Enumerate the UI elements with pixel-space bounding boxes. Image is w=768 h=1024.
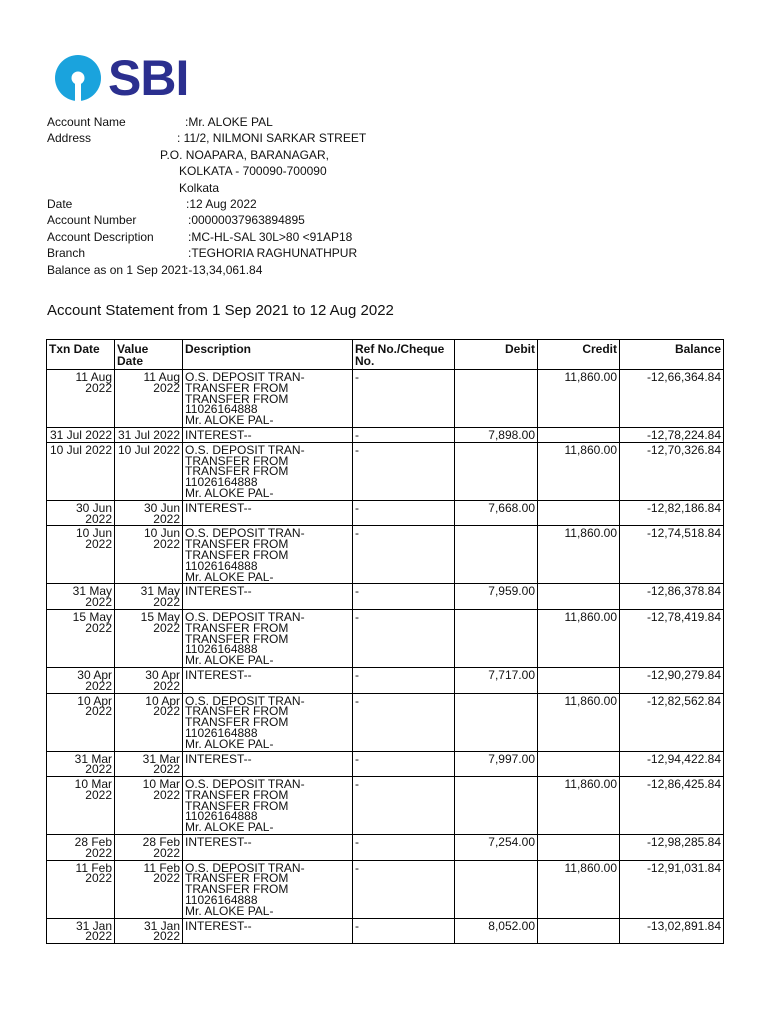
credit-cell: 11,860.00 [538,777,620,835]
txn-date-cell-line: 10 Jun [75,526,112,541]
value-date-cell-line: 2022 [153,511,180,526]
description-cell-line: O.S. DEPOSIT TRAN- [185,609,305,624]
txn-date-cell-line: 10 Jul 2022 [49,442,112,457]
credit-cell [538,751,620,777]
debit-cell: 7,717.00 [455,667,538,693]
credit-cell: 11,860.00 [538,693,620,751]
ref-cell: - [353,835,455,861]
ref-cell: - [353,860,455,918]
ref-cell: - [353,693,455,751]
description-cell-line: O.S. DEPOSIT TRAN- [185,777,305,792]
txn-date-cell-line: 2022 [85,845,112,860]
value-date-cell [115,777,183,835]
description-cell-line: TRANSFER FROM [185,537,289,552]
table-row [47,526,724,584]
debit-cell [455,609,538,667]
txn-date-cell [47,370,115,428]
txn-date-cell [47,609,115,667]
description-cell-line: TRANSFER FROM [185,631,289,646]
value-date-cell [115,500,183,526]
date-value: :12 Aug 2022 [186,196,257,211]
table-row [47,918,724,944]
value-date-cell [115,526,183,584]
txn-date-cell [47,526,115,584]
credit-cell [538,500,620,526]
table-header-row [47,340,724,370]
description-cell [183,370,353,428]
balance-cell: -12,70,326.84 [620,442,724,500]
description-cell-line: O.S. DEPOSIT TRAN- [185,693,305,708]
account-number-label: Account Number [47,213,137,228]
value-date-cell-line: 10 Apr [145,693,180,708]
txn-date-cell-line: 10 Apr [77,693,112,708]
txn-date-cell [47,693,115,751]
ref-cell: - [353,918,455,944]
value-date-cell [115,609,183,667]
value-date-cell [115,860,183,918]
description-cell [183,860,353,918]
address-line-1: : 11/2, NILMONI SARKAR STREET [177,131,367,146]
description-cell-line: TRANSFER FROM [185,798,289,813]
txn-date-cell-line: 30 Jun [75,500,112,515]
debit-cell [455,860,538,918]
description-cell-line: TRANSFER FROM [185,787,289,802]
description-cell-line: Mr. ALOKE PAL- [185,569,274,584]
description-cell-line: O.S. DEPOSIT TRAN- [185,860,305,875]
date-label: Date [47,196,73,211]
txn-date-cell [47,584,115,610]
description-cell-line: INTEREST-- [185,751,252,766]
description-cell-line: Mr. ALOKE PAL- [185,485,274,500]
txn-date-cell [47,835,115,861]
ref-cell: - [353,777,455,835]
description-cell-line: INTEREST-- [185,667,252,682]
ref-cell: - [353,370,455,428]
ref-cell: - [353,667,455,693]
debit-cell: 7,668.00 [455,500,538,526]
date-row [47,196,547,212]
txn-date-cell-line: 31 Jan [75,918,112,933]
description-cell-line: TRANSFER FROM [185,464,289,479]
debit-cell [455,526,538,584]
address-line-2: P.O. NOAPARA, BARANAGAR, [160,147,329,162]
statement-title: Account Statement from 1 Sep 2021 to 12 Aug 2022 [47,302,394,319]
value-date-cell-line: 30 Apr [145,667,180,682]
description-cell-line: O.S. DEPOSIT TRAN- [185,370,305,384]
description-cell-line: Mr. ALOKE PAL- [185,413,274,428]
value-date-cell [115,835,183,861]
statement-table [46,339,724,944]
txn-date-cell [47,751,115,777]
debit-cell [455,442,538,500]
ref-cell: - [353,609,455,667]
txn-date-cell-line: 30 Apr [77,667,112,682]
value-date-cell-line: 10 Mar [142,777,180,792]
txn-date-cell [47,427,115,442]
description-cell-line: Mr. ALOKE PAL- [185,820,274,835]
description-cell-line: INTEREST-- [185,500,252,515]
description-cell-line: TRANSFER FROM [185,871,289,886]
txn-date-cell-line: 11 Feb [75,860,112,875]
value-date-cell-line: 2022 [153,595,180,610]
txn-date-cell-line: 28 Feb [74,835,112,850]
table-row [47,693,724,751]
value-date-cell [115,918,183,944]
value-date-cell-line: 10 Jul 2022 [117,442,180,457]
txn-date-cell-line: 2022 [85,595,112,610]
header-value-date [115,340,183,370]
txn-date-cell-line: 11 Aug [75,370,112,384]
description-cell-line: 11026164888 [185,402,258,417]
debit-cell [455,693,538,751]
value-date-cell-line: 31 May [140,584,180,599]
description-cell-line: 11026164888 [185,475,258,490]
description-cell-line: TRANSFER FROM [185,715,289,730]
description-cell-line: Mr. ALOKE PAL- [185,736,274,751]
value-date-cell [115,667,183,693]
txn-date-cell-line: 2022 [85,871,112,886]
credit-cell: 11,860.00 [538,860,620,918]
debit-cell: 8,052.00 [455,918,538,944]
table-row [47,667,724,693]
balance-label: Balance as on 1 Sep 2021 [47,262,188,277]
balance-cell: -13,02,891.84 [620,918,724,944]
account-description-label: Account Description [47,229,154,244]
credit-cell [538,584,620,610]
table-row [47,370,724,428]
sbi-keyhole-icon [54,54,102,102]
header-ref-line-1: Ref No./Cheque [355,342,445,356]
credit-cell: 11,860.00 [538,370,620,428]
description-cell-line: Mr. ALOKE PAL- [185,903,274,918]
credit-cell: 11,860.00 [538,526,620,584]
table-body [47,370,724,944]
txn-date-cell-line: 10 Mar [74,777,112,792]
ref-cell: - [353,526,455,584]
header-txn-date: Txn Date [47,340,115,370]
description-cell-line: O.S. DEPOSIT TRAN- [185,442,305,457]
debit-cell [455,370,538,428]
account-name-value: :Mr. ALOKE PAL [185,115,273,129]
description-cell [183,442,353,500]
balance-cell: -12,66,364.84 [620,370,724,428]
branch-label: Branch [47,246,86,261]
description-cell-line: TRANSFER FROM [185,453,289,468]
balance-cell: -12,91,031.84 [620,860,724,918]
description-cell-line: TRANSFER FROM [185,620,289,635]
value-date-cell-line: 28 Feb [142,835,180,850]
description-cell [183,667,353,693]
table-row [47,442,724,500]
credit-cell [538,835,620,861]
header-value-date-line-1: Value [117,342,149,356]
ref-cell: - [353,500,455,526]
credit-cell: 11,860.00 [538,442,620,500]
value-date-cell-line: 2022 [153,787,180,802]
value-date-cell-line: 15 May [140,609,180,624]
value-date-cell-line: 2022 [153,537,180,552]
account-name-label: Account Name [47,115,126,129]
debit-cell: 7,959.00 [455,584,538,610]
balance-cell: -12,86,378.84 [620,584,724,610]
txn-date-cell-line: 2022 [85,704,112,719]
value-date-cell-line: 11 Feb [143,860,180,875]
debit-cell: 7,898.00 [455,427,538,442]
ref-cell: - [353,584,455,610]
balance-cell: -12,74,518.84 [620,526,724,584]
address-label: Address [47,131,92,146]
description-cell-line: 11026164888 [185,725,258,740]
balance-cell: -12,82,186.84 [620,500,724,526]
credit-cell: 11,860.00 [538,609,620,667]
txn-date-cell-line: 2022 [85,537,112,552]
txn-date-cell [47,777,115,835]
balance-cell: -12,98,285.84 [620,835,724,861]
value-date-cell-line: 2022 [153,678,180,693]
balance-cell: -12,94,422.84 [620,751,724,777]
value-date-cell-line: 10 Jun [143,526,180,541]
description-cell [183,835,353,861]
description-cell-line: 11026164888 [185,893,258,908]
credit-cell [538,918,620,944]
description-cell-line: TRANSFER FROM [185,882,289,897]
value-date-cell-line: 2022 [153,929,180,944]
description-cell-line: TRANSFER FROM [185,391,289,406]
description-cell-line: INTEREST-- [185,918,252,933]
account-name-row [47,114,547,130]
value-date-cell [115,693,183,751]
table-row [47,427,724,442]
txn-date-cell [47,500,115,526]
txn-date-cell-line: 2022 [85,511,112,526]
sbi-logo [54,52,214,104]
txn-date-cell [47,667,115,693]
value-date-cell [115,370,183,428]
txn-date-cell-line: 31 May [72,584,112,599]
branch-value: :TEGHORIA RAGHUNATHPUR [188,246,358,261]
ref-cell: - [353,442,455,500]
txn-date-cell [47,860,115,918]
address-row-3 [47,163,547,179]
description-cell [183,693,353,751]
address-row [47,130,547,146]
value-date-cell-line: 2022 [153,845,180,860]
description-cell-line: 11026164888 [185,558,258,573]
description-cell-line: INTEREST-- [185,427,252,442]
txn-date-cell-line: 2022 [85,762,112,777]
description-cell-line: INTEREST-- [185,584,252,599]
balance-row [47,262,547,278]
header-ref-line-2: No. [355,354,375,368]
txn-date-cell-line: 2022 [85,929,112,944]
debit-cell: 7,254.00 [455,835,538,861]
value-date-cell [115,442,183,500]
description-cell-line: 11026164888 [185,642,258,657]
header-description: Description [183,340,353,370]
address-line-3: KOLKATA - 700090-700090 [179,164,327,179]
table-row [47,860,724,918]
value-date-cell-line: 2022 [153,620,180,635]
value-date-cell [115,584,183,610]
table-row [47,500,724,526]
value-date-cell-line: 2022 [153,871,180,886]
balance-cell: -12,90,279.84 [620,667,724,693]
value-date-cell-line: 31 Jul 2022 [117,427,180,442]
value-date-cell [115,427,183,442]
description-cell [183,609,353,667]
txn-date-cell-line: 2022 [85,678,112,693]
txn-date-cell-line: 31 Mar [74,751,112,766]
debit-cell [455,777,538,835]
description-cell [183,584,353,610]
ref-cell: - [353,427,455,442]
txn-date-cell-line: 2022 [85,380,112,395]
table-row [47,777,724,835]
description-cell [183,777,353,835]
description-cell-line: 11026164888 [185,809,258,824]
address-row-4 [47,180,547,196]
value-date-cell-line: 2022 [153,704,180,719]
txn-date-cell [47,918,115,944]
header-debit: Debit [455,340,538,370]
header-balance: Balance [620,340,724,370]
txn-date-cell-line: 2022 [85,620,112,635]
header-ref [353,340,455,370]
account-description-value: :MC-HL-SAL 30L>80 <91AP18 [188,229,353,244]
account-number-row [47,212,547,228]
txn-date-cell-line: 2022 [85,787,112,802]
balance-cell: -12,78,419.84 [620,609,724,667]
balance-value: :-13,34,061.84 [185,262,263,277]
value-date-cell-line: 31 Jan [143,918,180,933]
credit-cell [538,427,620,442]
txn-date-cell-line: 31 Jul 2022 [49,427,112,442]
balance-cell: -12,82,562.84 [620,693,724,751]
branch-row [47,245,547,261]
txn-date-cell [47,442,115,500]
account-number-value: :00000037963894895 [188,213,305,228]
description-cell-line: Mr. ALOKE PAL- [185,653,274,668]
account-info [47,114,547,278]
description-cell-line: INTEREST-- [185,835,252,850]
description-cell [183,751,353,777]
description-cell-line: TRANSFER FROM [185,704,289,719]
description-cell-line: TRANSFER FROM [185,380,289,395]
description-cell-line: O.S. DEPOSIT TRAN- [185,526,305,541]
debit-cell: 7,997.00 [455,751,538,777]
address-row-2 [47,147,547,163]
table-row [47,609,724,667]
ref-cell: - [353,751,455,777]
value-date-cell-line: 30 Jun [143,500,180,515]
value-date-cell-line: 31 Mar [142,751,180,766]
value-date-cell-line: 11 Aug [143,370,180,384]
value-date-cell-line: 2022 [153,380,180,395]
account-description-row [47,229,547,245]
value-date-cell [115,751,183,777]
balance-cell: -12,86,425.84 [620,777,724,835]
description-cell [183,500,353,526]
description-cell-line: TRANSFER FROM [185,547,289,562]
table-row [47,584,724,610]
header-credit: Credit [538,340,620,370]
balance-cell: -12,78,224.84 [620,427,724,442]
table-row [47,751,724,777]
description-cell [183,427,353,442]
description-cell [183,918,353,944]
description-cell [183,526,353,584]
header-value-date-line-2: Date [117,354,144,368]
value-date-cell-line: 2022 [153,762,180,777]
logo-text: SBI [108,50,189,106]
table-row [47,835,724,861]
txn-date-cell-line: 15 May [72,609,112,624]
address-line-4: Kolkata [179,180,220,195]
credit-cell [538,667,620,693]
